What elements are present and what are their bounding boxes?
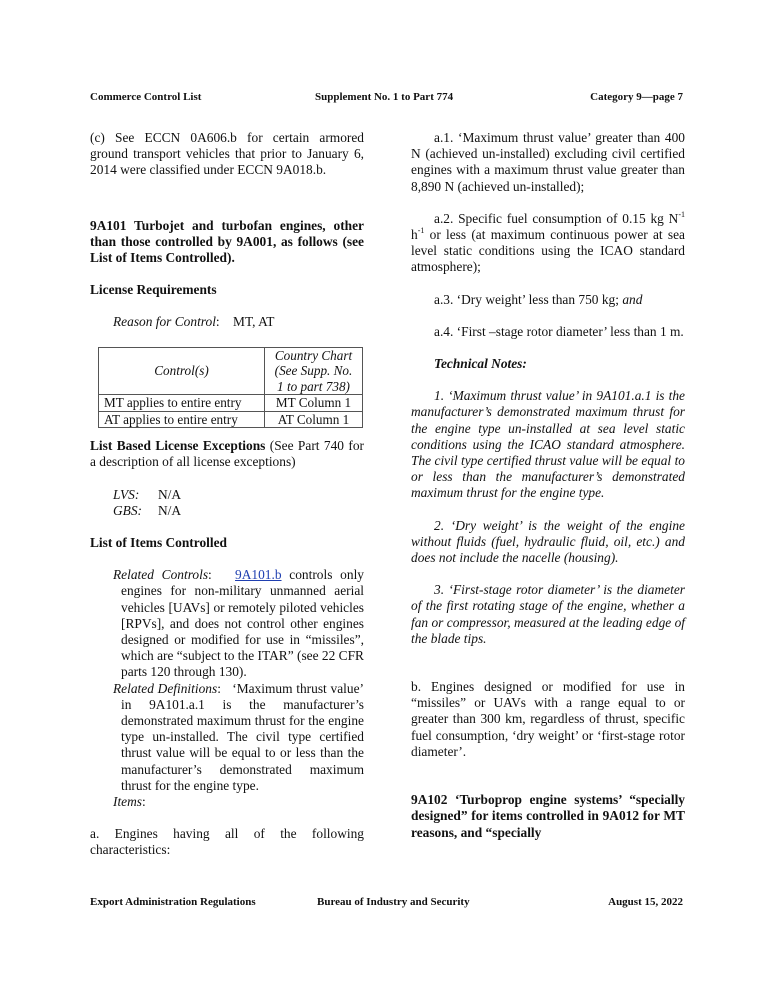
table-cell: AT Column 1	[265, 411, 363, 428]
footer-right: August 15, 2022	[608, 896, 683, 908]
item-b: b. Engines designed or modified for use in “missiles” or UAVs with a range equal to or greater than 300 km, regardless of thrust, specific fuel consumption, ‘dry weight’ or ‘first-stage rotor diameter’.	[411, 679, 685, 759]
related-controls-label: Related Controls	[113, 567, 209, 583]
reason-value: MT, AT	[233, 314, 275, 330]
technical-note-3: 3. ‘First-stage rotor diameter’ is the diameter of the first rotating stage of the engine, whether a fan or compressor, measured at the leading edge of the blade tips.	[411, 582, 685, 646]
related-definitions-label: Related Definitions	[113, 680, 218, 696]
item-a: a. Engines having all of the following characteristics:	[90, 826, 364, 858]
control-table	[98, 347, 363, 429]
header-left: Commerce Control List	[90, 91, 202, 103]
footer-left: Export Administration Regulations	[90, 896, 256, 908]
note-c: (c) See ECCN 0A606.b for certain armored ground transport vehicles that prior to January 6, 2014 were classified under ECCN 9A018.b.	[90, 130, 364, 178]
related-controls: Related Controls: 9A101.b controls only engines for non-military unmanned aerial vehicles [UAVs] or remotely piloted vehicles [RPVs], and does not control other engines designed or modified for use in “missiles”, which are “subject to the ITAR” (see 22 CFR parts 120 through 130).	[113, 567, 364, 680]
control-table-header	[99, 347, 363, 395]
item-a3: a.3. ‘Dry weight’ less than 750 kg; and	[434, 291, 643, 307]
related-definitions: Related Definitions: ‘Maximum thrust value’ in 9A101.a.1 is the manufacturer’s demonstrated maximum thrust for the engine type un-installed. The civil type certified thrust value will be equal to or less than the manufacturer’s demonstrated maximum thrust for the engine type.	[113, 680, 364, 793]
reason-for-control: Reason for Control: MT, AT	[113, 314, 275, 330]
technical-notes-heading: Technical Notes:	[434, 356, 527, 372]
lble-note: (See Part 740 for a description of all license exceptions)	[90, 438, 364, 470]
header-country-chart: Country Chart (See Supp. No. 1 to part 738)	[265, 347, 363, 395]
exception-gbs	[90, 503, 364, 519]
item-a4: a.4. ‘First –stage rotor diameter’ less than 1 m.	[434, 323, 684, 339]
table-row	[99, 411, 363, 428]
header-center: Supplement No. 1 to Part 774	[315, 91, 454, 103]
table-cell: MT Column 1	[265, 395, 363, 412]
exception-lvs	[90, 487, 364, 503]
license-requirements-heading: License Requirements	[90, 282, 217, 298]
items-label: Items:	[113, 793, 146, 809]
table-cell: AT applies to entire entry	[99, 411, 265, 428]
item-a2: a.2. Specific fuel consumption of 0.15 kg $N^{-1}$ $h^{-1}$ or less (at maximum continuous power at sea level static conditions using the ICAO standard atmosphere);	[411, 209, 685, 275]
right-column	[411, 130, 685, 841]
header-right: Category 9—page 7	[590, 91, 683, 103]
lble-heading: List Based License Exceptions	[90, 438, 266, 454]
exception-value: N/A	[158, 486, 182, 502]
exception-value: N/A	[158, 502, 182, 518]
table-cell: MT applies to entire entry	[99, 395, 265, 412]
link-9a101b[interactable]: 9A101.b	[235, 567, 282, 583]
loic-heading: List of Items Controlled	[90, 534, 227, 550]
left-column	[90, 130, 364, 859]
item-a1: a.1. ‘Maximum thrust value’ greater than 400 N (achieved un-installed) excluding civil certified engines with a maximum thrust value greater than 8,890 N (achieved un-installed);	[411, 130, 685, 194]
technical-note-2: 2. ‘Dry weight’ is the weight of the engine without fluids (fuel, hydraulic fluid, oil, etc.) and does not include the nacelle (housing).	[411, 517, 685, 566]
exception-label: LVS:	[113, 486, 140, 502]
technical-note-1: 1. ‘Maximum thrust value’ in 9A101.a.1 is the manufacturer’s demonstrated maximum thrust for the engine type un-installed at sea level static conditions using the ICAO standard atmosphere. The civil type certified thrust value will be equal to or less than the manufacturer’s demonstrated maximum thrust for the engine type.	[411, 388, 685, 501]
exception-label: GBS:	[113, 502, 143, 518]
header-controls: Control(s)	[99, 347, 265, 395]
reason-label: Reason for Control	[113, 314, 216, 330]
entry-heading-9a101: 9A101 Turbojet and turbofan engines, other than those controlled by 9A001, as follows (see List of Items Controlled).	[90, 217, 364, 266]
related-controls-text: controls only engines for non-military unmanned aerial vehicles [UAVs] or remotely piloted vehicles [RPVs], and does not control other engines designed or modified for use in “missiles”, which are “subject to the ITAR” (see 22 CFR parts 120 through 130).	[121, 567, 364, 680]
lble-paragraph	[90, 438, 364, 470]
entry-heading-9a102: 9A102 ‘Turboprop engine systems’ “specially designed” for items controlled in 9A012 for MT reasons, and “specially	[411, 792, 685, 840]
related-definitions-text: ‘Maximum thrust value’ in 9A101.a.1 is the manufacturer’s demonstrated maximum thrust for the engine type un-installed. The civil type certified thrust value will be equal to or less than the manufacturer’s demonstrated maximum thrust for the engine type.	[121, 680, 364, 793]
footer-center: Bureau of Industry and Security	[317, 896, 470, 908]
table-row	[99, 395, 363, 412]
